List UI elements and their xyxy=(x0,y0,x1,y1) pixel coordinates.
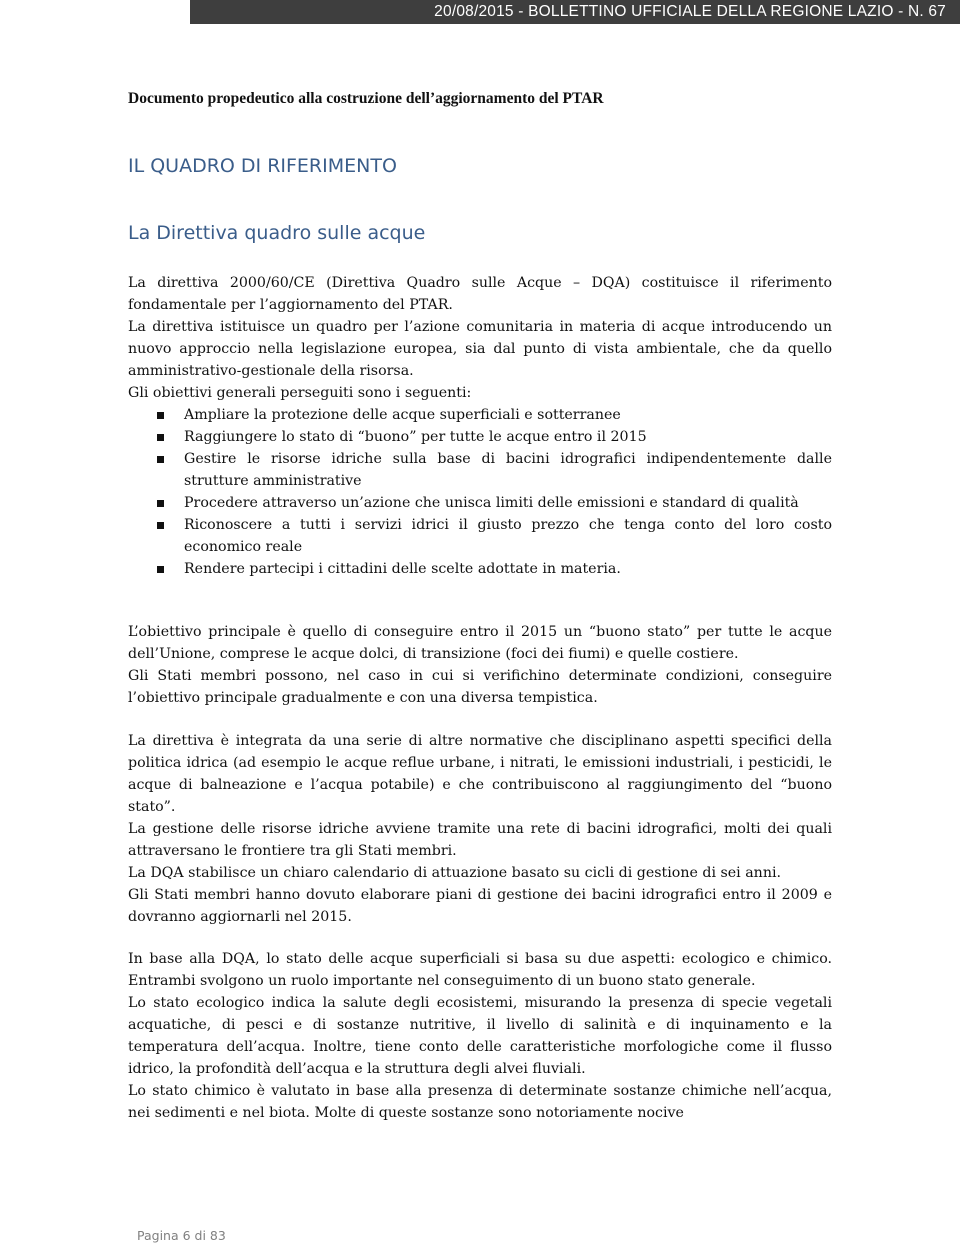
intro-paragraph-3: Gli obiettivi generali perseguiti sono i seguenti: xyxy=(128,385,472,401)
list-item-text: Procedere attraverso un’azione che unisca limiti delle emissioni e standard di qualità xyxy=(184,495,799,511)
document-subtitle: Documento propedeutico alla costruzione dell’aggiornamento del PTAR xyxy=(128,90,604,107)
status-paragraph-3: Lo stato chimico è valutato in base alla presenza di determinate sostanze chimiche nell’acqua, nei sedimenti e nel biota. Molte di queste sostanze sono notoriamente nocive xyxy=(128,1083,832,1121)
list-item xyxy=(128,426,832,448)
integration-paragraph-4: Gli Stati membri hanno dovuto elaborare piani di gestione dei bacini idrografici entro il 2009 e dovranno aggiornarli nel 2015. xyxy=(128,887,832,925)
list-item-text: Gestire le risorse idriche sulla base di bacini idrografici indipendentemente dalle strutture amministrative xyxy=(184,451,832,489)
list-item xyxy=(128,558,832,580)
section-title: IL QUADRO DI RIFERIMENTO xyxy=(128,155,397,177)
list-item-text: Riconoscere a tutti i servizi idrici il giusto prezzo che tenga conto del loro costo economico reale xyxy=(184,517,832,555)
intro-paragraph-1: La direttiva 2000/60/CE (Direttiva Quadro sulle Acque – DQA) costituisce il riferimento fondamentale per l’aggiornamento del PTAR. xyxy=(128,275,832,313)
subsection-title: La Direttiva quadro sulle acque xyxy=(128,222,426,244)
list-item xyxy=(128,404,832,426)
page-number: Pagina 6 di 83 xyxy=(137,1228,226,1243)
integration-paragraph-3: La DQA stabilisce un chiaro calendario di attuazione basato su cicli di gestione di sei anni. xyxy=(128,865,782,881)
square-bullet-icon xyxy=(157,500,164,507)
list-item xyxy=(128,514,832,558)
water-status-block xyxy=(128,948,832,1124)
square-bullet-icon xyxy=(157,456,164,463)
list-item xyxy=(128,448,832,492)
list-item-text: Rendere partecipi i cittadini delle scelte adottate in materia. xyxy=(184,561,621,577)
intro-block xyxy=(128,272,832,580)
integration-paragraph-1: La direttiva è integrata da una serie di altre normative che disciplinano aspetti specifici della politica idrica (ad esempio le acque reflue urbane, i nitrati, le emissioni industriali, i pesticidi, le acque di balneazione e l’acqua potabile) e che contribuiscono al raggiungimento del “buono stato”. xyxy=(128,733,832,815)
integration-paragraph-2: La gestione delle risorse idriche avviene tramite una rete di bacini idrografici, molti dei quali attraversano le frontiere tra gli Stati membri. xyxy=(128,821,832,859)
status-paragraph-1: In base alla DQA, lo stato delle acque superficiali si basa su due aspetti: ecologico e chimico. Entrambi svolgono un ruolo importante nel conseguimento di un buono stato generale. xyxy=(128,951,832,989)
intro-paragraph-2: La direttiva istituisce un quadro per l’azione comunitaria in materia di acque introducendo un nuovo approccio nella legislazione europea, sia dal punto di vista ambientale, che da quello amministrativo-gestionale della risorsa. xyxy=(128,319,832,379)
integration-block xyxy=(128,730,832,928)
objectives-list xyxy=(128,404,832,580)
square-bullet-icon xyxy=(157,566,164,573)
square-bullet-icon xyxy=(157,412,164,419)
list-item xyxy=(128,492,832,514)
list-item-text: Ampliare la protezione delle acque superficiali e sotterranee xyxy=(184,407,621,423)
objective-paragraph-1: L’obiettivo principale è quello di conseguire entro il 2015 un “buono stato” per tutte le acque dell’Unione, comprese le acque dolci, di transizione (foci dei fiumi) e quelle costiere. xyxy=(128,624,832,662)
list-item-text: Raggiungere lo stato di “buono” per tutte le acque entro il 2015 xyxy=(184,429,647,445)
main-objective-block xyxy=(128,621,832,709)
bulletin-header: 20/08/2015 - BOLLETTINO UFFICIALE DELLA REGIONE LAZIO - N. 67 xyxy=(190,0,960,24)
square-bullet-icon xyxy=(157,434,164,441)
status-paragraph-2: Lo stato ecologico indica la salute degli ecosistemi, misurando la presenza di specie vegetali acquatiche, di pesci e di sostanze nutritive, il livello di salinità e di inquinamento e la temperatura dell’acqua. Inoltre, tiene conto delle caratteristiche morfologiche come il flusso idrico, la profondità dell’acqua e la struttura degli alvei fluviali. xyxy=(128,995,832,1077)
objective-paragraph-2: Gli Stati membri possono, nel caso in cui si verifichino determinate condizioni, conseguire l’obiettivo principale gradualmente e con una diversa tempistica. xyxy=(128,668,832,706)
square-bullet-icon xyxy=(157,522,164,529)
